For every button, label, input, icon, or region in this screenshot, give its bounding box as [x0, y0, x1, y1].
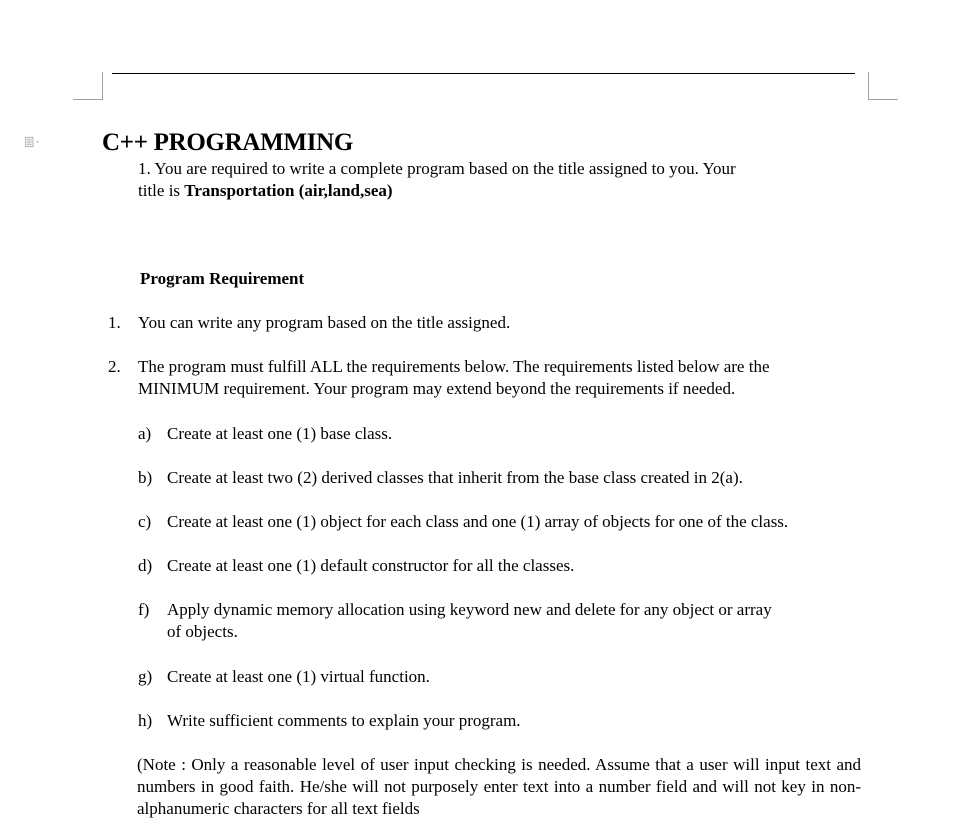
sub-item-letter-c: c)	[138, 512, 152, 531]
header-rule	[112, 73, 855, 74]
sub-item-letter-h: h)	[138, 711, 153, 730]
sub-item-letter-g: g)	[138, 667, 153, 686]
sub-item-g-text: Create at least one (1) virtual function.	[167, 667, 430, 686]
document-icon[interactable]	[25, 135, 41, 149]
intro-number: 1.	[138, 159, 151, 178]
requirement-number-1: 1.	[108, 313, 121, 332]
requirement-number-2: 2.	[108, 357, 121, 376]
sub-item-d-text: Create at least one (1) default constructor for all the classes.	[167, 556, 575, 575]
sub-item-h-text: Write sufficient comments to explain your program.	[167, 711, 521, 730]
sub-item-letter-a: a)	[138, 424, 152, 443]
intro-text: You are required to write a complete program based on the title assigned to you. Your	[154, 159, 736, 178]
intro-line-1	[138, 158, 736, 180]
section-heading: Program Requirement	[140, 269, 305, 288]
requirement-2-line-1: The program must fulfill ALL the requirements below. The requirements listed below are the	[138, 357, 770, 376]
assigned-title: Transportation (air,land,sea)	[184, 181, 393, 200]
document-title: C++ PROGRAMMING	[102, 129, 354, 156]
sub-item-c-text: Create at least one (1) object for each class and one (1) array of objects for one of the class.	[167, 512, 789, 531]
margin-corner-top-right	[868, 72, 898, 100]
sub-item-letter-d: d)	[138, 556, 153, 575]
intro-title-prefix: title is	[138, 181, 185, 200]
sub-item-a-text: Create at least one (1) base class.	[167, 424, 393, 443]
requirement-2-line-2: MINIMUM requirement. Your program may extend beyond the requirements if needed.	[138, 379, 736, 398]
sub-item-letter-f: f)	[138, 600, 150, 619]
sub-item-f-line-2: of objects.	[167, 622, 238, 641]
sub-item-f-line-1: Apply dynamic memory allocation using keyword new and delete for any object or array	[167, 600, 772, 619]
intro-line-2	[138, 180, 393, 202]
sub-item-letter-b: b)	[138, 468, 153, 487]
sub-item-b-text: Create at least two (2) derived classes that inherit from the base class created in 2(a).	[167, 468, 743, 487]
note-paragraph: (Note : Only a reasonable level of user input checking is needed. Assume that a user will input text and numbers in good faith. He/she will not purposely enter text into a number field and will not key in non-alphanumeric characters for all text fields	[137, 755, 861, 818]
margin-corner-top-left	[73, 72, 103, 100]
requirement-1-line-1: You can write any program based on the title assigned.	[138, 313, 511, 332]
